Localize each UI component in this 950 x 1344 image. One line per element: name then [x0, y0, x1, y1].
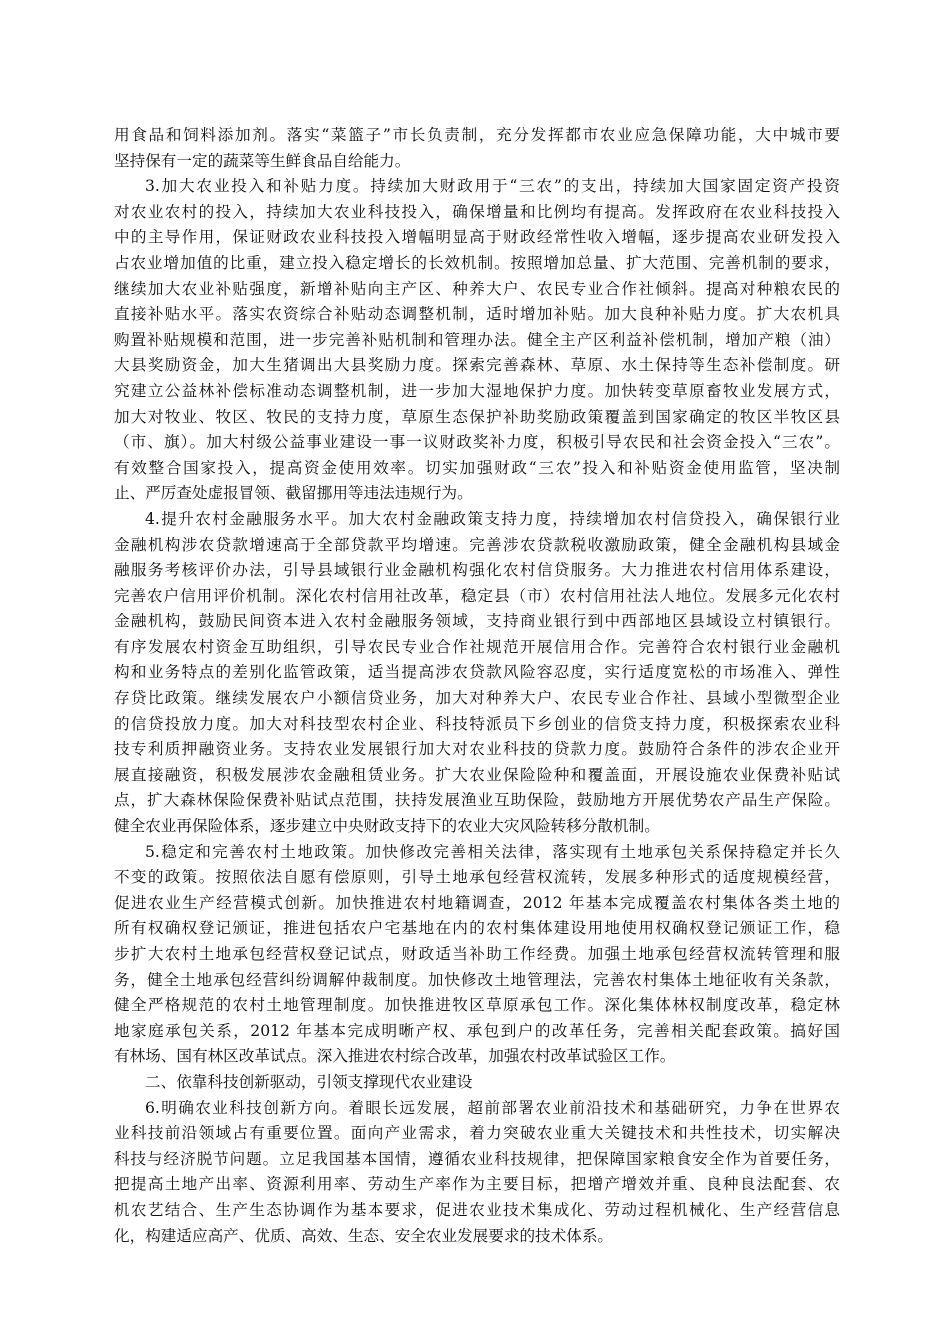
text-line: 的信贷投放力度。加大对科技型农村企业、科技特派员下乡创业的信贷支持力度，积极探索农业科 — [114, 714, 840, 733]
document-body — [114, 123, 840, 1249]
paragraph — [114, 840, 840, 1070]
text-line: 存贷比政策。继续发展农户小额信贷业务，加大对种养大户、农民专业合作社、县域小型微型企业 — [114, 689, 840, 708]
text-line: 6.明确农业科技创新方向。着眼长远发展，超前部署农业前沿技术和基础研究，力争在世界农 — [145, 1098, 840, 1117]
text-line: 继续加大农业补贴强度，新增补贴向主产区、种养大户、农民专业合作社倾斜。提高对种粮农民的 — [114, 279, 840, 298]
text-line: 技专利质押融资业务。支持农业发展银行加大对农业科技的贷款力度。鼓励符合条件的涉农企业开 — [114, 740, 840, 759]
text-line: 有林场、国有林区改革试点。深入推进农村综合改革，加强农村改革试验区工作。 — [114, 1047, 676, 1066]
text-line: 大县奖励资金，加大生猪调出大县奖励力度。探索完善森林、草原、水土保持等生态补偿制度。研 — [114, 356, 840, 375]
text-line: 融服务考核评价办法，引导县域银行业金融机构强化农村信贷服务。大力推进农村信用体系建设， — [114, 561, 840, 580]
text-line: （市、旗）。加大村级公益事业建设一事一议财政奖补力度，积极引导农民和社会资金投入“三农”。 — [114, 433, 840, 452]
paragraph — [114, 123, 840, 174]
paragraph — [114, 1070, 840, 1096]
paragraph — [114, 1096, 840, 1250]
text-line: 4.提升农村金融服务水平。加大农村金融政策支持力度，持续增加农村信贷投入，确保银行业 — [145, 509, 840, 528]
document-page — [114, 123, 840, 1249]
text-line: 展直接融资，积极发展涉农金融租赁业务。扩大农业保险险种和覆盖面，开展设施农业保费补贴试 — [114, 765, 840, 784]
text-line: 究建立公益林补偿标准动态调整机制，进一步加大湿地保护力度。加快转变草原畜牧业发展方式， — [114, 381, 840, 400]
text-line: 把提高土地产出率、资源利用率、劳动生产率作为主要目标，把增产增效并重、良种良法配套、农 — [114, 1175, 840, 1194]
text-line: 5.稳定和完善农村土地政策。加快修改完善相关法律，落实现有土地承包关系保持稳定并长久 — [145, 842, 840, 861]
text-line: 3.加大农业投入和补贴力度。持续加大财政用于“三农”的支出，持续加大国家固定资产投资 — [145, 177, 840, 196]
text-line: 点，扩大森林保险保费补贴试点范围，扶持发展渔业互助保险，鼓励地方开展优势农产品生产保险。 — [114, 791, 840, 810]
text-line: 地家庭承包关系，2012 年基本完成明晰产权、承包到户的改革任务，完善相关配套政策。搞好国 — [114, 1021, 840, 1040]
text-line: 业科技前沿领域占有重要位置。面向产业需求，着力突破农业重大关键技术和共性技术，切实解决 — [114, 1124, 840, 1143]
text-line: 购置补贴规模和范围，进一步完善补贴机制和管理办法。健全主产区利益补偿机制，增加产粮（油） — [114, 330, 840, 349]
text-line: 科技与经济脱节问题。立足我国基本国情，遵循农业科技规律，把保障国家粮食安全作为首要任务， — [114, 1149, 840, 1168]
text-line: 构和业务特点的差别化监管政策，适当提高涉农贷款风险容忍度，实行适度宽松的市场准入、弹性 — [114, 663, 840, 682]
text-line: 中的主导作用，保证财政农业科技投入增幅明显高于财政经常性收入增幅，逐步提高农业研发投入 — [114, 228, 840, 247]
text-line: 步扩大农村土地承包经营权登记试点，财政适当补助工作经费。加强土地承包经营权流转管理和服 — [114, 945, 840, 963]
text-line: 有效整合国家投入，提高资金使用效率。切实加强财政“三农”投入和补贴资金使用监管，坚决制 — [114, 458, 840, 477]
text-line: 所有权确权登记颁证，推进包括农户宅基地在内的农村集体建设用地使用权确权登记颁证工作，稳 — [114, 919, 840, 938]
text-line: 金融机构涉农贷款增速高于全部贷款平均增速。完善涉农贷款税收激励政策，健全金融机构县域金 — [114, 535, 840, 554]
text-line: 化，构建适应高产、优质、高效、生态、安全农业发展要求的技术体系。 — [114, 1226, 614, 1245]
text-line: 加大对牧业、牧区、牧民的支持力度，草原生态保护补助奖励政策覆盖到国家确定的牧区半牧区县 — [114, 407, 840, 426]
text-line: 机农艺结合、生产生态协调作为基本要求，促进农业技术集成化、劳动过程机械化、生产经营信息 — [114, 1200, 840, 1219]
text-line: 有序发展农村资金互助组织，引导农民专业合作社规范开展信用合作。完善符合农村银行业金融机 — [114, 637, 840, 656]
text-line: 健全农业再保险体系，逐步建立中央财政支持下的农业大灾风险转移分散机制。 — [114, 817, 660, 836]
text-line: 占农业增加值的比重，建立投入稳定增长的长效机制。按照增加总量、扩大范围、完善机制的要求， — [114, 253, 840, 272]
text-line: 健全严格规范的农村土地管理制度。加快推进牧区草原承包工作。深化集体林权制度改革，稳定林 — [114, 996, 840, 1015]
text-line: 不变的政策。按照依法自愿有偿原则，引导土地承包经营权流转，发展多种形式的适度规模经营， — [114, 868, 840, 887]
text-line: 坚持保有一定的蔬菜等生鲜食品自给能力。 — [114, 151, 411, 170]
text-line: 止、严厉查处虚报冒领、截留挪用等违法违规行为。 — [114, 484, 473, 503]
text-line: 用食品和饲料添加剂。落实“菜篮子”市长负责制，充分发挥都市农业应急保障功能，大中城市要 — [114, 126, 840, 144]
text-line: 金融机构，鼓励民间资本进入农村金融服务领域，支持商业银行到中西部地区县域设立村镇银行。 — [114, 612, 840, 631]
text-line: 完善农户信用评价机制。深化农村信用社改革，稳定县（市）农村信用社法人地位。发展多元化农村 — [114, 586, 840, 605]
paragraph — [114, 174, 840, 507]
text-line: 促进农业生产经营模式创新。加快推进农村地籍调查，2012 年基本完成覆盖农村集体各类土地的 — [114, 893, 840, 912]
text-line: 直接补贴水平。落实农资综合补贴动态调整机制，适时增加补贴。加大良种补贴力度。扩大农机具 — [114, 305, 840, 324]
text-line: 对农业农村的投入，持续加大农业科技投入，确保增量和比例均有提高。发挥政府在农业科技投入 — [114, 202, 840, 221]
text-line: 务，健全土地承包经营纠纷调解仲裁制度。加快修改土地管理法，完善农村集体土地征收有关条款， — [114, 970, 840, 989]
text-line: 二、依靠科技创新驱动，引领支撑现代农业建设 — [145, 1072, 473, 1091]
paragraph — [114, 507, 840, 840]
